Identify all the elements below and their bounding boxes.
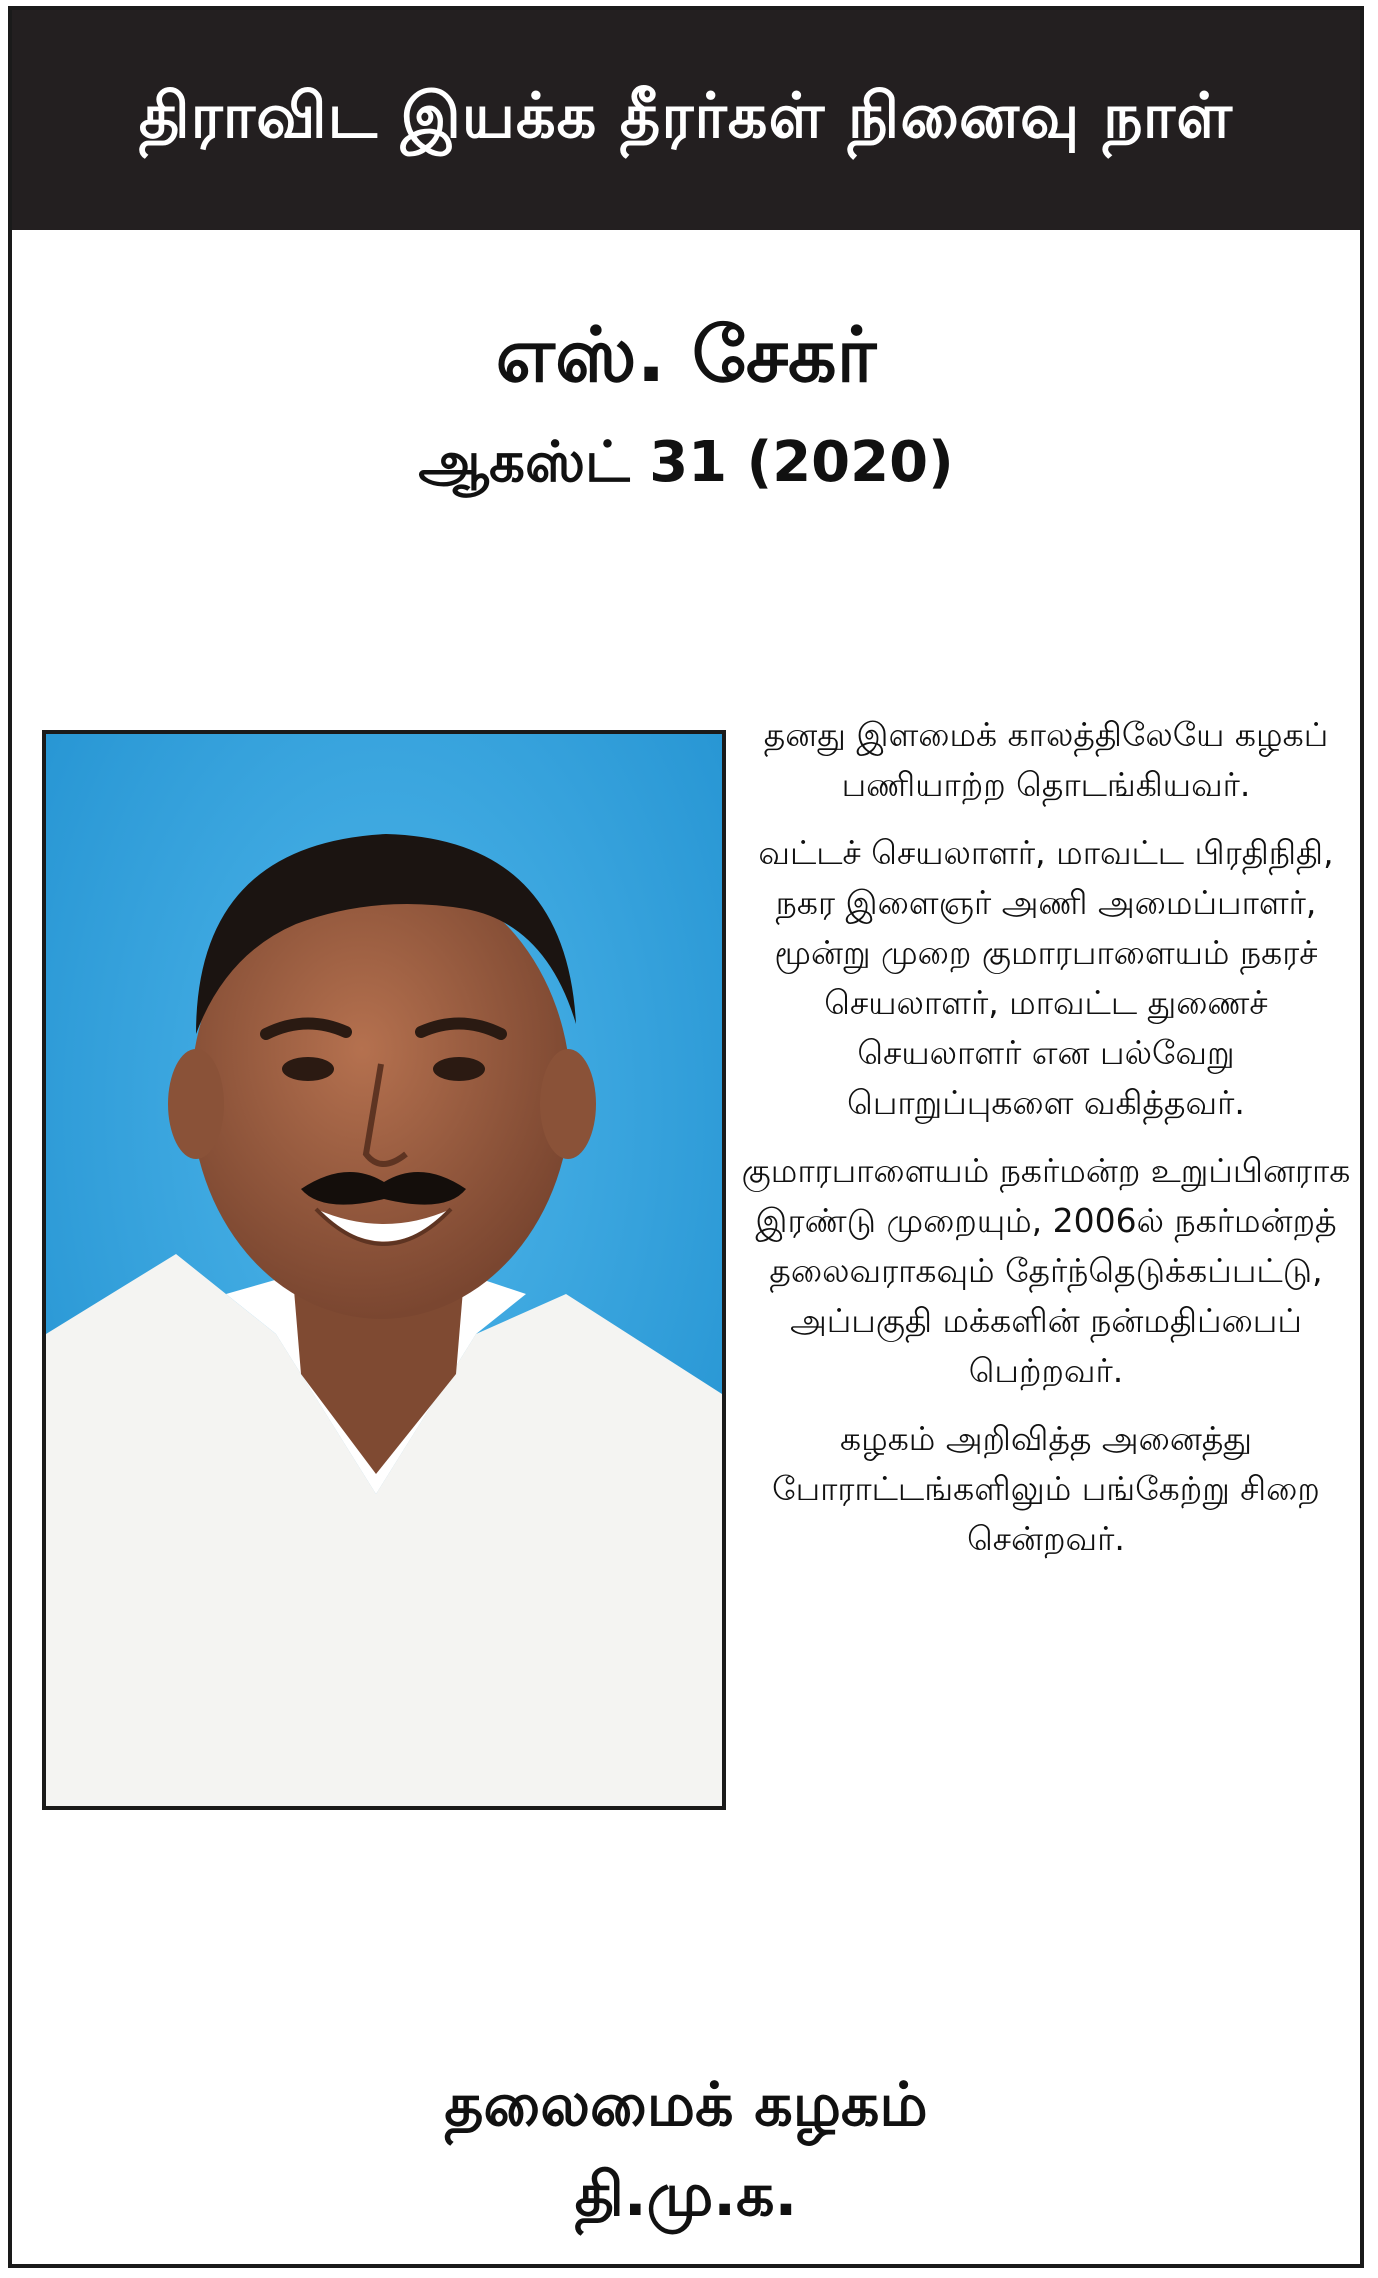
bio-paragraph: குமாரபாளையம் நகர்மன்ற உறுப்பினராக இரண்டு முறையும், 2006ல் நகர்மன்றத் தலைவராகவும் தேர்ந்தெடுக்கப்பட்டு, அப்பகுதி மக்களின் நன்மதிப்பைப் பெற்றவர். <box>741 1151 1351 1390</box>
person-name: எஸ். சேகர் <box>495 310 877 399</box>
portrait-photo <box>42 730 726 1810</box>
bio-paragraph: வட்டச் செயலாளர், மாவட்ட பிரதிநிதி, நகர இளைஞர் அணி அமைப்பாளர், மூன்று முறை குமாரபாளையம் நகரச் செயலாளர், மாவட்ட துணைச் செயலாளர் என பல்வேறு பொறுப்புகளை வகித்தவர். <box>758 833 1334 1122</box>
bio-paragraph: தனது இளமைக் காலத்திலேயே கழகப் பணியாற்ற தொடங்கியவர். <box>763 715 1329 804</box>
biography-text <box>740 710 1352 1582</box>
footer-party: தி.மு.க. <box>574 2160 798 2230</box>
header-title: திராவிட இயக்க தீரர்கள் நினைவு நாள் <box>138 79 1234 152</box>
bio-paragraph: கழகம் அறிவித்த அனைத்து போராட்டங்களிலும் பங்கேற்று சிறை சென்றவர். <box>772 1419 1320 1558</box>
header-bar <box>12 10 1360 230</box>
memorial-notice <box>8 6 1364 2268</box>
footer-organization: தலைமைக் கழகம் <box>444 2070 928 2140</box>
portrait-illustration <box>46 734 722 1806</box>
memorial-date: ஆகஸ்ட் 31 (2020) <box>418 430 954 495</box>
